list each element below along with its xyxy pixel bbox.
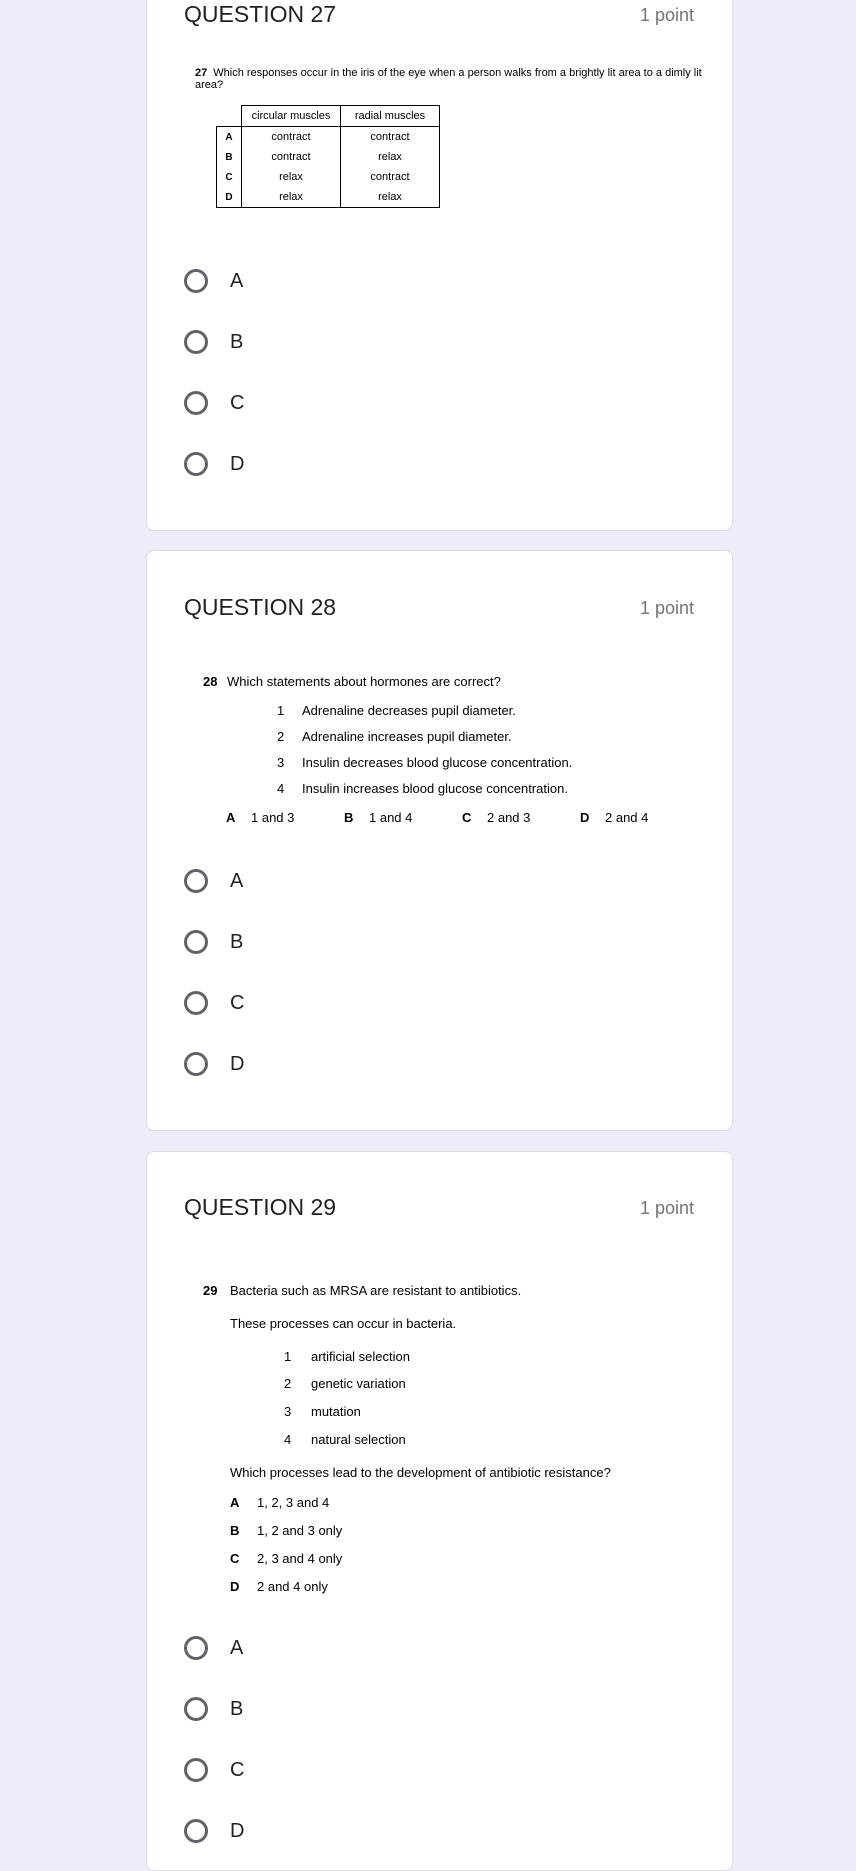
process-item: 1 artificial selection	[284, 1349, 410, 1364]
radio-circle-icon	[184, 391, 208, 415]
option-d-radio[interactable]: D	[184, 1814, 244, 1848]
radio-circle-icon	[184, 1636, 208, 1660]
question-text	[195, 67, 705, 91]
table-header-radial: radial muscles	[341, 106, 440, 127]
question-title: QUESTION 28	[184, 594, 337, 620]
statement-item: 1 Adrenaline decreases pupil diameter.	[277, 703, 516, 718]
option-d-radio[interactable]: D	[184, 447, 244, 481]
option-d-radio[interactable]: D	[184, 1047, 244, 1081]
statement-item: 4 Insulin increases blood glucose concentration.	[277, 781, 568, 796]
question-number: 28	[203, 674, 218, 689]
process-item: 4 natural selection	[284, 1432, 406, 1447]
question-29-card	[146, 1151, 733, 1871]
question-points: 1 point	[639, 1198, 694, 1218]
radio-circle-icon	[184, 930, 208, 954]
answer-choice: A 1 and 3	[226, 810, 295, 825]
radio-circle-icon	[184, 1819, 208, 1843]
table-row: B contract relax	[217, 147, 440, 167]
answer-choice: C 2, 3 and 4 only	[230, 1551, 343, 1566]
answer-choice: A 1, 2, 3 and 4	[230, 1495, 330, 1510]
radio-circle-icon	[184, 269, 208, 293]
option-c-radio[interactable]: C	[184, 386, 244, 420]
statement-item: 3 Insulin decreases blood glucose concentration.	[277, 755, 573, 770]
question-body: Bacteria such as MRSA are resistant to antibiotics.	[230, 1283, 522, 1298]
answer-choice: D 2 and 4	[580, 810, 649, 825]
option-a-radio[interactable]: A	[184, 264, 243, 298]
option-a-radio[interactable]: A	[184, 864, 243, 898]
question-points: 1 point	[639, 5, 694, 25]
table-row: A contract contract	[217, 127, 440, 148]
question-27-card	[146, 0, 733, 531]
question-body: Which statements about hormones are correct?	[227, 674, 501, 689]
question-number: 29	[203, 1283, 218, 1298]
answer-choice: D 2 and 4 only	[230, 1579, 328, 1594]
table-header-circular: circular muscles	[242, 106, 341, 127]
radio-circle-icon	[184, 1697, 208, 1721]
table-row: D relax relax	[217, 187, 440, 208]
radio-circle-icon	[184, 1052, 208, 1076]
option-a-radio[interactable]: A	[184, 1631, 243, 1665]
radio-circle-icon	[184, 330, 208, 354]
question-title: QUESTION 29	[184, 1194, 337, 1220]
answer-choice: B 1, 2 and 3 only	[230, 1523, 343, 1538]
iris-response-table	[216, 105, 440, 208]
process-item: 3 mutation	[284, 1404, 361, 1419]
radio-circle-icon	[184, 452, 208, 476]
question-prompt: Which processes lead to the development of antibiotic resistance?	[230, 1465, 611, 1480]
option-c-radio[interactable]: C	[184, 986, 244, 1020]
question-number: 27	[195, 67, 208, 79]
radio-circle-icon	[184, 991, 208, 1015]
question-text	[203, 674, 501, 689]
answer-choice: C 2 and 3	[462, 810, 531, 825]
question-body: Which responses occur in the iris of the eye when a person walks from a brightly lit area to a dimly lit area?	[195, 67, 702, 91]
question-intro: These processes can occur in bacteria.	[230, 1316, 457, 1331]
table-row: C relax contract	[217, 167, 440, 187]
question-points: 1 point	[639, 598, 694, 618]
question-title: QUESTION 27	[184, 1, 337, 27]
question-text	[203, 1283, 521, 1298]
process-item: 2 genetic variation	[284, 1376, 406, 1391]
answer-choice: B 1 and 4	[344, 810, 413, 825]
option-b-radio[interactable]: B	[184, 1692, 243, 1726]
statement-item: 2 Adrenaline increases pupil diameter.	[277, 729, 512, 744]
radio-circle-icon	[184, 1758, 208, 1782]
option-c-radio[interactable]: C	[184, 1753, 244, 1787]
option-b-radio[interactable]: B	[184, 325, 243, 359]
radio-circle-icon	[184, 869, 208, 893]
option-b-radio[interactable]: B	[184, 925, 243, 959]
question-28-card	[146, 550, 733, 1131]
